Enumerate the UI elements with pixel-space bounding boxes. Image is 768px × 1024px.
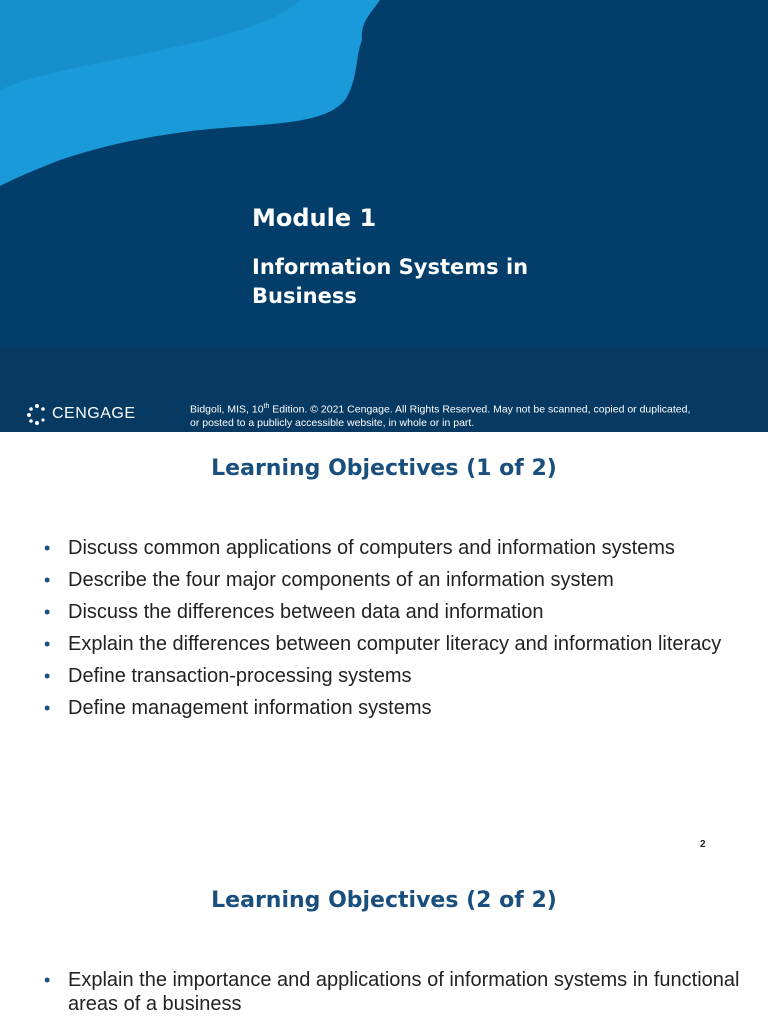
list-item: • Explain the differences between computer literacy and information literacy xyxy=(44,632,744,656)
list-item: • Discuss the differences between data and information xyxy=(44,600,744,624)
objectives-list xyxy=(44,536,744,728)
objectives-list xyxy=(44,968,744,1024)
slide-title: Learning Objectives (2 of 2) xyxy=(211,888,557,913)
list-item: • Describe the four major components of an information system xyxy=(44,568,744,592)
title-slide xyxy=(0,0,768,432)
cengage-logo-icon xyxy=(26,403,48,425)
list-item: • Define management information systems xyxy=(44,696,744,720)
copyright-line-1: Bidgoli, MIS, 10th Edition. © 2021 Cengage. All Rights Reserved. May not be scanned, copied or duplicated, xyxy=(190,403,691,416)
slide-title: Learning Objectives (1 of 2) xyxy=(211,456,557,481)
page-number: 2 xyxy=(700,839,706,850)
learning-objectives-slide-2 xyxy=(0,864,768,1024)
list-item: • Define transaction-processing systems xyxy=(44,664,744,688)
copyright-line-2: or posted to a publicly accessible website, in whole or in part. xyxy=(190,416,475,429)
logo-text: CENGAGE xyxy=(52,405,136,422)
learning-objectives-slide-1 xyxy=(0,432,768,864)
list-item: • Explain the importance and applications of information systems in functional areas of a business xyxy=(44,968,744,1016)
list-item: • Discuss common applications of computers and information systems xyxy=(44,536,744,560)
module-subtitle: Information Systems in Business xyxy=(252,255,529,308)
title-block xyxy=(252,203,612,311)
cengage-logo xyxy=(26,403,136,425)
module-title: Module 1 xyxy=(252,204,377,232)
copyright-notice xyxy=(190,400,750,430)
